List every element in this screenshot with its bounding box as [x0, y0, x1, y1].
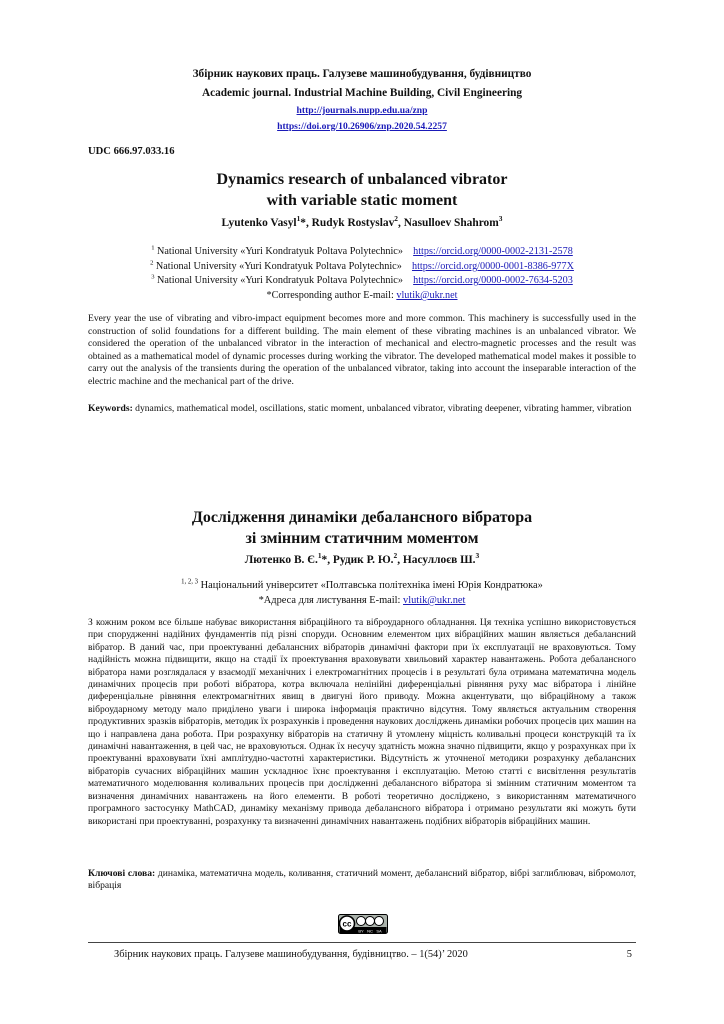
author-2-en-sup: 2	[394, 214, 398, 224]
by-label: BY	[358, 928, 364, 934]
keywords-en	[88, 403, 636, 416]
paper-title-ua-line2: зі змінним статичним моментом	[245, 530, 479, 547]
abstract-ua: З кожним роком все більше набуває використання вібраційного та віброударного обладнання. Ця техніка успішно використовується при спорудженні надійних фундаментів під різні споруди. Основним елементом цих вібраційних машин являється дебалансний вібратор. В даний час, при проектуванні дебалансних вібраторів динамічні фактори при їх експлуатації не враховуються. Тому надійність можна підвищити, якщо на стадії їх проектування враховувати хвильовий характер навантажень. Робота дебалансного вібратора нами розглядалася у взаємодії механічних і електромагнітних процесів і в результаті була отримана математична модель динамічних процесів при роботі вібратора, котра включала нелінійні диференціальні рівняння руху мас вібратора і лінійне диференціальне рівняння електромагнітних явищ в двигуні його приводу. Можна акцентувати, що вібраційному а також віброударному методу мало приділено уваги і широка інформація практично відсутня. Тому являється актуальним створення продуктивних зразків вібраторів, методик їх розрахунків і проведення наукових досліджень динаміки робочих процесів цих машин на що і направлена дана робота. При розрахунку вібраторів на статичну й утомлену міцність коливальні процеси конструкцій та їх динамічні навантаження, в цей час, не враховуються. Однак їх несучу здатність можна значно підвищити, якщо у розрахунках при їх проектуванні враховувати їхні амплітудно-частотні характеристики. Відсутність ж уточненої методики розрахунку дебалансних вібраторів сучасних вібраційних машин ускладнює їхнє проектування і експлуатацію. Метою статті є висвітлення результатів математичного моделювання коливальних процесів при дослідженні дебалансного вібратора зі змінним статичним моментом та визначення динамічних навантажень на його елементи. В роботі теоретично досліджено, з використанням математичного програмного застосунку MathCAD, динаміку механізму привода дебалансного вібратора і отримано результати які можуть бути використані при проектуванні, розрахунку та визначенні динамічних навантажень подібних вібраторів вібраційних машин.	[88, 617, 636, 827]
corresponding-label-ua: *Адреса для листування E-mail:	[258, 595, 404, 606]
orcid-1-link[interactable]: https://orcid.org/0000-0002-2131-2578	[413, 246, 573, 257]
affiliation-2-en	[88, 261, 636, 272]
author-2-ua-sep: ,	[397, 554, 403, 566]
author-3-en-sup: 3	[498, 214, 503, 224]
abstract-en: Every year the use of vibrating and vibro-impact equipment becomes more and more common. This machinery is successfully used in the construction of solid foundations for a different building. The main element of these vibrating machines is an unbalanced vibrator. We considered the operation of the unbalanced vibrator in the interaction of mechanical and electro-magnetic processes and the result was obtained as a mathematical model of dynamic processes during working the vibrator. The developed mathematical model makes it possible to carry out the analysis of the transients during the operation of the unbalanced vibrator, taking into account the inseparable interaction of the electric machine and the mechanical part of the drive.	[88, 313, 636, 387]
affiliation-ua	[88, 580, 636, 591]
author-3-ua: Насуллоєв Ш.	[402, 554, 476, 566]
nc-dollar-icon	[366, 917, 375, 926]
affiliation-3-name: National University «Yuri Kondratyuk Poltava Polytechnic»	[157, 275, 403, 286]
corresponding-author-en	[88, 290, 636, 301]
author-2-en: Rudyk Rostyslav	[311, 217, 395, 229]
corresponding-label-en: *Corresponding author E-mail:	[266, 290, 397, 301]
keywords-text-en: dynamics, mathematical model, oscillations, static moment, unbalanced vibrator, vibrating deepener, vibrating hammer, vibration	[132, 403, 632, 414]
affiliation-1-en	[88, 246, 636, 257]
affiliation-3-num: 3	[151, 273, 155, 281]
author-3-en: Nasulloev Shahrom	[403, 217, 499, 229]
sa-label: SA	[376, 928, 382, 934]
journal-url-line	[88, 105, 636, 116]
author-1-ua: Лютенко В. Є.	[244, 554, 318, 566]
paper-title-en-line1: Dynamics research of unbalanced vibrator	[216, 171, 508, 188]
journal-doi-link[interactable]: https://doi.org/10.26906/znp.2020.54.2257	[277, 121, 447, 132]
author-1-en-mark: *,	[300, 217, 312, 229]
author-1-en-sup: 1	[296, 214, 301, 224]
authors-ua	[88, 551, 636, 566]
author-2-ua: Рудик Р. Ю.	[332, 554, 394, 566]
affiliation-2-name: National University «Yuri Kondratyuk Poltava Polytechnic»	[155, 261, 402, 272]
by-person-icon	[357, 917, 366, 926]
page-number: 5	[626, 949, 632, 960]
author-3-ua-sup: 3	[475, 551, 480, 561]
journal-doi-line	[88, 121, 636, 132]
author-1-ua-mark: *,	[321, 554, 333, 566]
orcid-3-link[interactable]: https://orcid.org/0000-0002-7634-5203	[413, 275, 573, 286]
footer-divider	[88, 942, 636, 943]
affiliation-ua-sup: 1, 2, 3	[181, 578, 199, 586]
journal-title-en: Academic journal. Industrial Machine Building, Civil Engineering	[201, 87, 523, 99]
authors-en	[88, 214, 636, 229]
email-link-ua[interactable]: vlutik@ukr.net	[403, 595, 466, 606]
author-2-ua-sup: 2	[393, 551, 398, 561]
author-1-ua-sup: 1	[317, 551, 322, 561]
keywords-text-ua: динаміка, математична модель, коливання, статичний момент, дебалансний вібратор, вібрі заглиблювач, вібромолот, вібрація	[88, 868, 636, 892]
corresponding-author-ua	[88, 595, 636, 606]
orcid-2-link[interactable]: https://orcid.org/0000-0001-8386-977X	[411, 261, 574, 272]
sa-share-icon	[375, 917, 384, 926]
affiliation-3-en	[88, 275, 636, 286]
paper-title-ua	[88, 507, 636, 549]
nc-label: NC	[367, 928, 373, 934]
paper-title-en	[88, 169, 636, 211]
author-1-en: Lyutenko Vasyl	[221, 217, 297, 229]
paper-title-ua-line1: Дослідження динаміки дебалансного вібратора	[191, 509, 533, 526]
paper-title-en-line2: with variable static moment	[266, 192, 458, 209]
author-2-en-sep: ,	[397, 217, 404, 229]
keywords-label-en: Keywords:	[88, 403, 133, 414]
footer-journal-text: Збірник наукових праць. Галузеве машинобудування, будівництво. – 1(54)’ 2020	[114, 949, 468, 960]
affiliation-2-num: 2	[150, 259, 154, 267]
journal-url-link[interactable]: http://journals.nupp.edu.ua/znp	[296, 105, 428, 116]
affiliation-1-name: National University «Yuri Kondratyuk Poltava Polytechnic»	[157, 246, 403, 257]
email-link-en[interactable]: vlutik@ukr.net	[396, 290, 458, 301]
affiliation-ua-name: Національний університет «Полтавська політехніка імені Юрія Кондратюка»	[198, 580, 543, 591]
journal-title-ua: Збірник наукових праць. Галузеве машинобудування, будівництво	[192, 68, 532, 80]
cc-text: cc	[342, 919, 352, 929]
keywords-ua	[88, 868, 636, 893]
keywords-label-ua: Ключові слова:	[88, 868, 156, 879]
udc-code: UDC 666.97.033.16	[88, 146, 175, 157]
cc-by-nc-sa-license-icon[interactable]	[338, 914, 388, 934]
affiliation-1-num: 1	[151, 244, 155, 252]
